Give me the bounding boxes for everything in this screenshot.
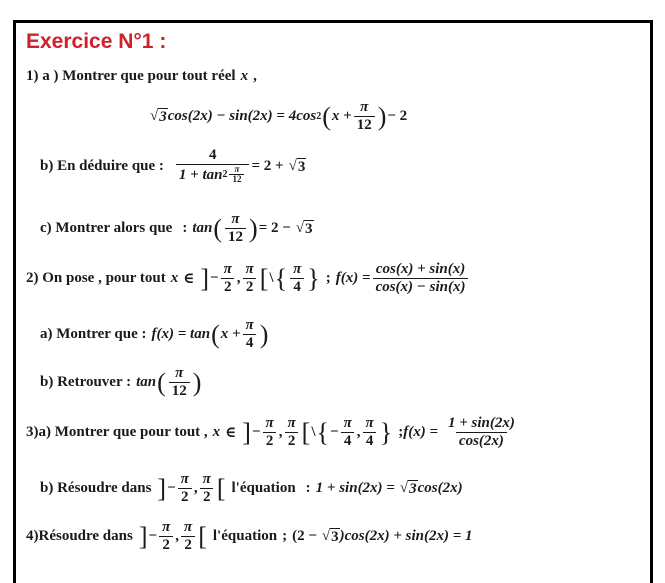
q4-statement: 4)Résoudre dans ] − $\frac{\pi}{2}$ , $\frac{\pi}{2}$ [ l'équation ; (2 − √ 3 )cos(2x) + sin(2x) = 1	[26, 519, 473, 553]
eq-lhs: cos(2x) − sin(2x) = 4cos	[167, 108, 317, 125]
q1a-label: 1) a ) Montrer que pour tout réel	[26, 68, 236, 84]
q1c-label: c) Montrer alors que	[40, 220, 173, 237]
fraction-pi-4: $\frac{\pi}{4}$	[290, 262, 304, 295]
fraction-pi-12: $\frac{\pi}{12}$	[225, 212, 246, 245]
fraction-pi-2: $\frac{\pi}{2}$	[159, 520, 173, 553]
fraction-pi-2: $\frac{\pi}{2}$	[178, 472, 192, 505]
fraction-pi-4: $\frac{\pi}{4}$	[341, 416, 355, 449]
paren: )	[377, 101, 387, 131]
fraction-pi-2: $\frac{\pi}{2}$	[263, 416, 277, 449]
fraction-pi-2: $\frac{\pi}{2}$	[284, 416, 298, 449]
fraction-pi-4: $\frac{\pi}{4}$	[363, 416, 377, 449]
element-of: ∈	[183, 271, 195, 288]
bracket: [	[259, 263, 269, 293]
q1a-statement	[26, 68, 257, 85]
eq-rhs: = 2 +	[251, 158, 284, 175]
sqrt-symbol: √ 3	[321, 527, 339, 545]
q2a-label: a) Montrer que :	[40, 326, 147, 343]
eq-rhs: = 2 −	[258, 220, 291, 237]
q1b-statement	[40, 148, 306, 185]
sqrt-symbol: √ 3	[288, 157, 306, 175]
eq-tail: − 2	[387, 108, 408, 125]
q4-label: 4)Résoudre dans	[26, 528, 133, 545]
q3b-label: b) Résoudre dans	[40, 480, 152, 497]
sqrt-symbol: √ 3	[399, 479, 417, 497]
q1a-equation	[150, 100, 407, 133]
comma: ,	[253, 68, 257, 84]
q2-label: 2) On pose , pour tout	[26, 270, 166, 287]
fraction-f-def: $\frac{\cos(x) + \sin(x)}{\cos(x) - \sin(x)}$	[373, 262, 469, 295]
tan-fn: tan	[192, 220, 213, 237]
q3b-statement: b) Résoudre dans ] − $\frac{\pi}{2}$ , $\frac{\pi}{2}$ [ l'équation : 1 + sin(2x) = √ 3 cos(2x)	[40, 471, 463, 505]
q3a-statement: 3)a) Montrer que pour tout , x ∈ ] − $\frac{\pi}{2}$ , $\frac{\pi}{2}$ [ \ { − $\frac{\pi}{4}$ , $\frac{\pi}{4}$ } ; f(x) = $\frac{1 + \sin(2x)}{\cos(2x)}$	[26, 416, 520, 449]
fx: f(x) =	[335, 270, 371, 287]
fraction-pi-4: $\frac{\pi}{4}$	[243, 318, 257, 351]
set-minus: \	[269, 270, 274, 287]
q2-statement: 2) On pose , pour tout x ∈ ] − $\frac{\pi}{2}$ , $\frac{\pi}{2}$ [ \ { $\frac{\pi}{4}$ } ; f(x) = $\frac{\cos(x) + \sin(x)}{\cos(x) - \sin(x)}$	[26, 262, 470, 295]
fraction-4-over-tan: 4 1 + tan 2 $\frac{\pi}{12}$	[176, 148, 250, 185]
fraction-pi-2: $\frac{\pi}{2}$	[243, 262, 257, 295]
var-x: x	[240, 68, 249, 84]
exercise-title: Exercice N°1 :	[26, 30, 167, 53]
fraction-f-def: $\frac{1 + \sin(2x)}{\cos(2x)}$	[448, 415, 515, 449]
q2b-statement: b) Retrouver : tan ( $\frac{\pi}{12}$ )	[40, 365, 202, 399]
sqrt-symbol: √ 3	[150, 107, 167, 125]
bracket: ]	[200, 263, 210, 293]
fraction-pi-12: $\frac{\pi}{12}$	[354, 100, 375, 133]
fraction-pi-12: $\frac{\pi}{12}$	[229, 165, 244, 185]
exponent: 2	[316, 111, 322, 123]
paren: (	[322, 101, 331, 131]
sqrt-symbol: √ 3	[295, 219, 313, 237]
fraction-pi-2: $\frac{\pi}{2}$	[200, 472, 214, 505]
var-x: x	[170, 270, 179, 287]
x-plus: x +	[331, 108, 352, 125]
colon: :	[182, 220, 188, 237]
fraction-pi-2: $\frac{\pi}{2}$	[221, 262, 235, 295]
q1c-statement: c) Montrer alors que : tan ( $\frac{\pi}{12}$ ) = 2 − √ 3	[40, 211, 313, 245]
q2b-label: b) Retrouver :	[40, 374, 132, 391]
q2a-statement: a) Montrer que : f(x) = tan ( x + $\frac{\pi}{4}$ )	[40, 317, 269, 351]
q3a-label: 3)a) Montrer que pour tout ,	[26, 424, 208, 441]
q1b-label: b) En déduire que :	[40, 158, 164, 175]
fraction-pi-12: $\frac{\pi}{12}$	[169, 366, 190, 399]
fraction-pi-2: $\frac{\pi}{2}$	[181, 520, 195, 553]
